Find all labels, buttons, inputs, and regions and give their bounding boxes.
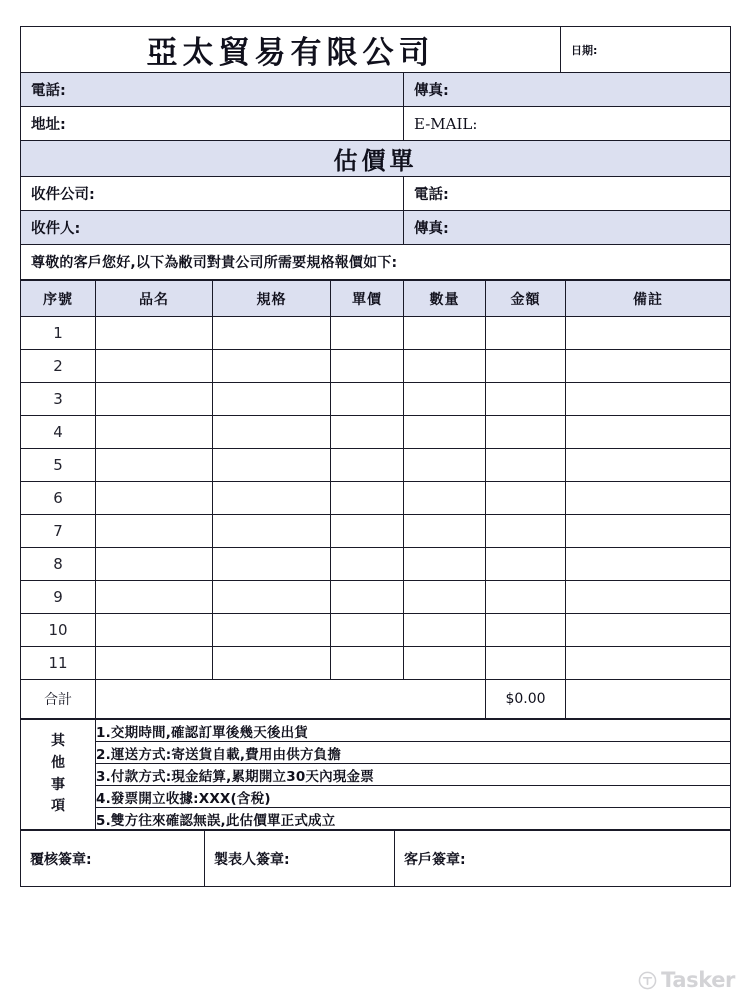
item-cell-name[interactable]	[96, 449, 213, 482]
note-line: 5.雙方往來確認無誤,此估價單正式成立	[96, 808, 731, 830]
item-cell-name[interactable]	[96, 647, 213, 680]
item-cell-amount[interactable]	[486, 515, 566, 548]
column-header-qty: 數量	[404, 281, 486, 317]
item-cell-seq: 7	[21, 515, 96, 548]
note-line: 4.發票開立收據:XXX(含稅)	[96, 786, 731, 808]
table-row	[21, 416, 731, 449]
item-cell-unit-price[interactable]	[331, 383, 404, 416]
recipient-contact-field[interactable]	[21, 211, 404, 245]
item-cell-seq: 2	[21, 350, 96, 383]
sender-address-row	[21, 107, 731, 141]
item-cell-amount[interactable]	[486, 548, 566, 581]
item-cell-seq: 3	[21, 383, 96, 416]
items-table	[20, 280, 731, 719]
item-cell-spec[interactable]	[213, 482, 331, 515]
greeting-cell	[21, 245, 731, 280]
notes-label-char: 他	[51, 754, 65, 771]
sender-address-field[interactable]	[21, 107, 404, 141]
item-cell-spec[interactable]	[213, 383, 331, 416]
item-cell-name[interactable]	[96, 482, 213, 515]
item-cell-qty[interactable]	[404, 614, 486, 647]
table-row	[21, 647, 731, 680]
note-row	[21, 742, 731, 764]
recipient-fax-label: 傳真:	[414, 221, 449, 237]
item-cell-unit-price[interactable]	[331, 416, 404, 449]
recipient-company-label: 收件公司:	[31, 187, 95, 203]
item-cell-seq: 11	[21, 647, 96, 680]
item-cell-qty[interactable]	[404, 383, 486, 416]
item-cell-name[interactable]	[96, 515, 213, 548]
header-block	[20, 26, 731, 280]
item-cell-remark[interactable]	[566, 416, 731, 449]
item-cell-unit-price[interactable]	[331, 647, 404, 680]
item-cell-unit-price[interactable]	[331, 515, 404, 548]
item-cell-amount[interactable]	[486, 581, 566, 614]
notes-label-char: 事	[51, 776, 65, 793]
column-header-amount: 金額	[486, 281, 566, 317]
item-cell-seq: 4	[21, 416, 96, 449]
item-cell-remark[interactable]	[566, 548, 731, 581]
recipient-phone-field[interactable]	[404, 177, 731, 211]
item-cell-name[interactable]	[96, 383, 213, 416]
total-row	[21, 680, 731, 719]
date-label: 日期:	[571, 43, 598, 57]
table-row	[21, 548, 731, 581]
total-label: 合計	[21, 680, 96, 719]
date-cell[interactable]	[561, 27, 731, 73]
item-cell-unit-price[interactable]	[331, 350, 404, 383]
recipient-contact-row	[21, 211, 731, 245]
total-spacer-cell	[96, 680, 486, 719]
item-cell-remark[interactable]	[566, 317, 731, 350]
note-row	[21, 786, 731, 808]
item-cell-spec[interactable]	[213, 350, 331, 383]
notes-label-char: 項	[51, 798, 65, 815]
greeting-text: 尊敬的客戶您好,以下為敝司對貴公司所需要規格報價如下:	[31, 255, 398, 271]
notes-section-label	[21, 720, 96, 830]
item-cell-remark[interactable]	[566, 482, 731, 515]
document-title: 估價單	[21, 141, 731, 177]
item-cell-spec[interactable]	[213, 416, 331, 449]
item-cell-remark[interactable]	[566, 647, 731, 680]
item-cell-seq: 8	[21, 548, 96, 581]
total-remark-cell[interactable]	[566, 680, 731, 719]
item-cell-remark[interactable]	[566, 383, 731, 416]
note-line: 2.運送方式:寄送貨自載,費用由供方負擔	[96, 742, 731, 764]
sender-fax-label: 傳真:	[414, 83, 449, 99]
note-line: 1.交期時間,確認訂單後幾天後出貨	[96, 720, 731, 742]
recipient-company-row	[21, 177, 731, 211]
greeting-row	[21, 245, 731, 280]
item-cell-unit-price[interactable]	[331, 449, 404, 482]
item-cell-name[interactable]	[96, 317, 213, 350]
company-name: 亞太貿易有限公司	[21, 27, 561, 73]
column-header-spec: 規格	[213, 281, 331, 317]
quotation-document	[20, 26, 730, 887]
item-cell-amount[interactable]	[486, 350, 566, 383]
item-cell-unit-price[interactable]	[331, 317, 404, 350]
item-cell-unit-price[interactable]	[331, 581, 404, 614]
item-cell-amount[interactable]	[486, 383, 566, 416]
table-row	[21, 614, 731, 647]
column-header-name: 品名	[96, 281, 213, 317]
item-cell-spec[interactable]	[213, 515, 331, 548]
tasker-watermark	[638, 968, 735, 992]
item-cell-spec[interactable]	[213, 548, 331, 581]
recipient-contact-label: 收件人:	[31, 221, 81, 237]
sender-phone-label: 電話:	[31, 83, 66, 99]
notes-table	[20, 719, 731, 830]
note-row	[21, 764, 731, 786]
item-cell-amount[interactable]	[486, 317, 566, 350]
recipient-fax-field[interactable]	[404, 211, 731, 245]
item-cell-name[interactable]	[96, 614, 213, 647]
tasker-watermark-text: Tasker	[661, 968, 735, 992]
item-cell-unit-price[interactable]	[331, 482, 404, 515]
item-cell-spec[interactable]	[213, 317, 331, 350]
item-cell-spec[interactable]	[213, 614, 331, 647]
sender-email-label: E-MAIL:	[414, 114, 478, 133]
sender-fax-field[interactable]	[404, 73, 731, 107]
item-cell-seq: 1	[21, 317, 96, 350]
items-body	[21, 317, 731, 680]
item-cell-qty[interactable]	[404, 647, 486, 680]
item-cell-amount[interactable]	[486, 614, 566, 647]
item-cell-qty[interactable]	[404, 482, 486, 515]
item-cell-qty[interactable]	[404, 416, 486, 449]
item-cell-seq: 6	[21, 482, 96, 515]
sender-phone-row	[21, 73, 731, 107]
preparer-signature-field[interactable]: 製表人簽章:	[205, 831, 395, 887]
item-cell-name[interactable]	[96, 416, 213, 449]
item-cell-seq: 9	[21, 581, 96, 614]
signature-table	[20, 830, 731, 887]
sender-email-field[interactable]	[404, 107, 731, 141]
notes-body	[21, 720, 731, 830]
signature-row	[21, 831, 731, 887]
item-cell-unit-price[interactable]	[331, 548, 404, 581]
item-cell-spec[interactable]	[213, 449, 331, 482]
item-cell-spec[interactable]	[213, 647, 331, 680]
table-row	[21, 350, 731, 383]
column-header-remark: 備註	[566, 281, 731, 317]
item-cell-qty[interactable]	[404, 548, 486, 581]
item-cell-remark[interactable]	[566, 515, 731, 548]
item-cell-seq: 5	[21, 449, 96, 482]
notes-label-char: 其	[51, 733, 65, 750]
item-cell-name[interactable]	[96, 350, 213, 383]
note-row	[21, 808, 731, 830]
sender-address-label: 地址:	[31, 117, 66, 133]
table-row	[21, 581, 731, 614]
item-cell-qty[interactable]	[404, 449, 486, 482]
sender-phone-field[interactable]	[21, 73, 404, 107]
table-row	[21, 383, 731, 416]
item-cell-qty[interactable]	[404, 515, 486, 548]
item-cell-qty[interactable]	[404, 350, 486, 383]
item-cell-amount[interactable]	[486, 647, 566, 680]
tasker-logo-icon	[638, 971, 657, 990]
item-cell-remark[interactable]	[566, 350, 731, 383]
review-signature-field[interactable]: 覆核簽章:	[21, 831, 205, 887]
company-title-row	[21, 27, 731, 73]
total-amount: $0.00	[486, 680, 566, 719]
item-cell-remark[interactable]	[566, 449, 731, 482]
recipient-phone-label: 電話:	[414, 187, 449, 203]
table-row	[21, 515, 731, 548]
column-header-seq: 序號	[21, 281, 96, 317]
item-cell-amount[interactable]	[486, 482, 566, 515]
table-row	[21, 449, 731, 482]
note-line: 3.付款方式:現金結算,累期開立30天內現金票	[96, 764, 731, 786]
item-cell-unit-price[interactable]	[331, 614, 404, 647]
customer-signature-field[interactable]: 客戶簽章:	[395, 831, 731, 887]
document-title-row	[21, 141, 731, 177]
item-cell-name[interactable]	[96, 548, 213, 581]
item-cell-amount[interactable]	[486, 416, 566, 449]
item-cell-qty[interactable]	[404, 317, 486, 350]
table-row	[21, 482, 731, 515]
item-cell-qty[interactable]	[404, 581, 486, 614]
column-header-unit-price: 單價	[331, 281, 404, 317]
item-cell-spec[interactable]	[213, 581, 331, 614]
item-cell-remark[interactable]	[566, 581, 731, 614]
item-cell-remark[interactable]	[566, 614, 731, 647]
item-cell-name[interactable]	[96, 581, 213, 614]
note-row	[21, 720, 731, 742]
items-header-row	[21, 281, 731, 317]
table-row	[21, 317, 731, 350]
recipient-company-field[interactable]	[21, 177, 404, 211]
item-cell-seq: 10	[21, 614, 96, 647]
item-cell-amount[interactable]	[486, 449, 566, 482]
